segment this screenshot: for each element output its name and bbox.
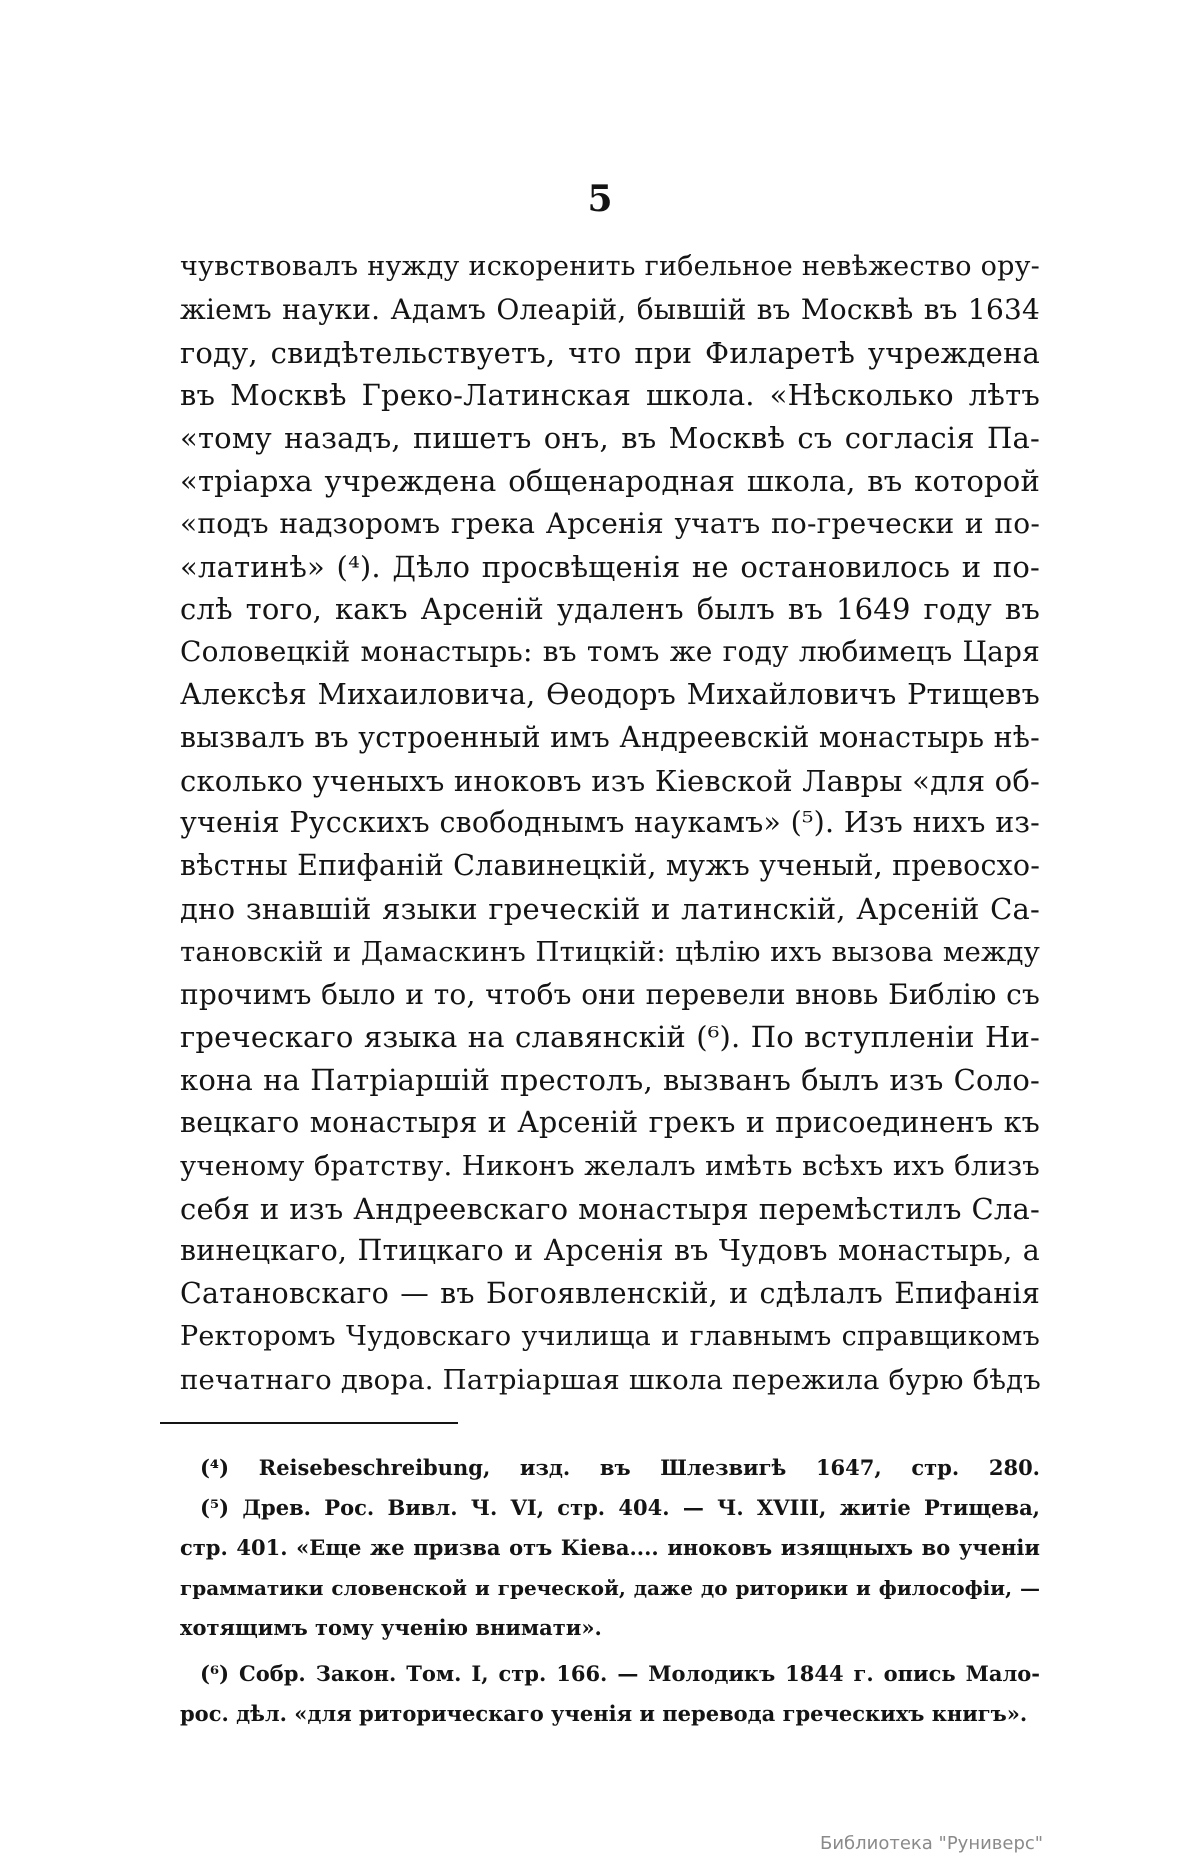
footnote-line: грамматики словенской и греческой, даже до риторики и философіи, —: [180, 1576, 1040, 1600]
text-line: ученому братству. Никонъ желалъ имѣть всѣхъ ихъ близъ: [180, 1149, 1040, 1182]
text-line: «тріарха учреждена общенародная школа, въ которой: [180, 463, 1040, 498]
text-line: вецкаго монастыря и Арсеній грекъ и присоединенъ къ: [180, 1105, 1040, 1139]
text-line: Сатановскаго — въ Богоявленскій, и сдѣлалъ Епифанія: [180, 1277, 1040, 1311]
text-line: прочимъ было и то, чтобъ они перевели вновь Библію съ: [180, 977, 1040, 1011]
text-line: винецкаго, Птицкаго и Арсенія въ Чудовъ монастырь, а: [180, 1234, 1040, 1268]
footnotes: [180, 1448, 1040, 1734]
text-line: чувствовалъ нужду искоренить гибельное невѣжество ору-: [180, 251, 1040, 282]
text-line: Алексѣя Михаиловича, Ѳеодоръ Михайловичъ Ртищевъ: [180, 677, 1040, 711]
text-line: въ Москвѣ Греко-Латинская школа. «Нѣсколько лѣтъ: [180, 378, 1040, 413]
body-text: [180, 246, 1040, 1402]
text-line: Соловецкій монастырь: въ томъ же году любимецъ Царя: [180, 635, 1040, 669]
text-line: ученія Русскихъ свободнымъ наукамъ» (⁵). Изъ нихъ из-: [180, 806, 1040, 840]
text-line: году, свидѣтельствуетъ, что при Филаретѣ учреждена: [180, 335, 1040, 370]
text-line: «латинѣ» (⁴). Дѣло просвѣщенія не остановилось и по-: [180, 549, 1040, 584]
footnote-divider: [160, 1422, 458, 1424]
footnote-line: рос. дѣл. «для риторическаго ученія и перевода греческихъ книгъ».: [180, 1701, 1028, 1726]
text-line: «подъ надзоромъ грека Арсенія учатъ по-гречески и по-: [180, 506, 1040, 540]
footnote-line: (⁵) Древ. Рос. Вивл. Ч. VI, стр. 404. — Ч. XVIII, житіе Ртищева,: [200, 1495, 1040, 1520]
text-line: жіемъ науки. Адамъ Олеарій, бывшій въ Москвѣ въ 1634: [180, 292, 1040, 326]
footnote-line: хотящимъ тому ученію внимати».: [180, 1615, 602, 1640]
text-line: сколько ученыхъ иноковъ изъ Кіевской Лавры «для об-: [180, 763, 1040, 798]
text-line: вѣстны Епифаній Славинецкій, мужъ ученый, превосхо-: [180, 849, 1041, 883]
text-line: вызвалъ въ устроенный имъ Андреевскій монастырь нѣ-: [180, 720, 1040, 754]
page-number: 5: [587, 178, 613, 220]
library-watermark: Библиотека "Руниверс": [820, 1833, 1044, 1854]
text-line: слѣ того, какъ Арсеній удаленъ былъ въ 1649 году въ: [180, 592, 1040, 627]
footnote-line: (⁴) Reisebeschreibung, изд. въ Шлезвигѣ 1647, стр. 280.: [200, 1455, 1040, 1480]
text-line: «тому назадъ, пишетъ онъ, въ Москвѣ съ согласія Па-: [180, 421, 1040, 456]
text-line: себя и изъ Андреевскаго монастыря перемѣстилъ Сла-: [180, 1191, 1040, 1226]
footnote-line: (⁶) Собр. Закон. Том. I, стр. 166. — Молодикъ 1844 г. опись Мало-: [200, 1661, 1040, 1686]
text-line: дно знавшій языки греческій и латинскій, Арсеній Са-: [180, 891, 1040, 926]
text-line: Ректоромъ Чудовскаго училища и главнымъ справщикомъ: [180, 1320, 1040, 1352]
text-line: тановскій и Дамаскинъ Птицкій: цѣлію ихъ вызова между: [180, 935, 1040, 968]
text-line: кона на Патріаршій престолъ, вызванъ былъ изъ Соло-: [180, 1063, 1040, 1098]
text-line: печатнаго двора. Патріаршая школа пережила бурю бѣдъ: [180, 1363, 1041, 1396]
text-line: греческаго языка на славянскій (⁶). По вступленіи Ни-: [180, 1020, 1040, 1055]
footnote-line: стр. 401. «Еще же призва отъ Кіева.... иноковъ изящныхъ во ученіи: [180, 1535, 1040, 1560]
